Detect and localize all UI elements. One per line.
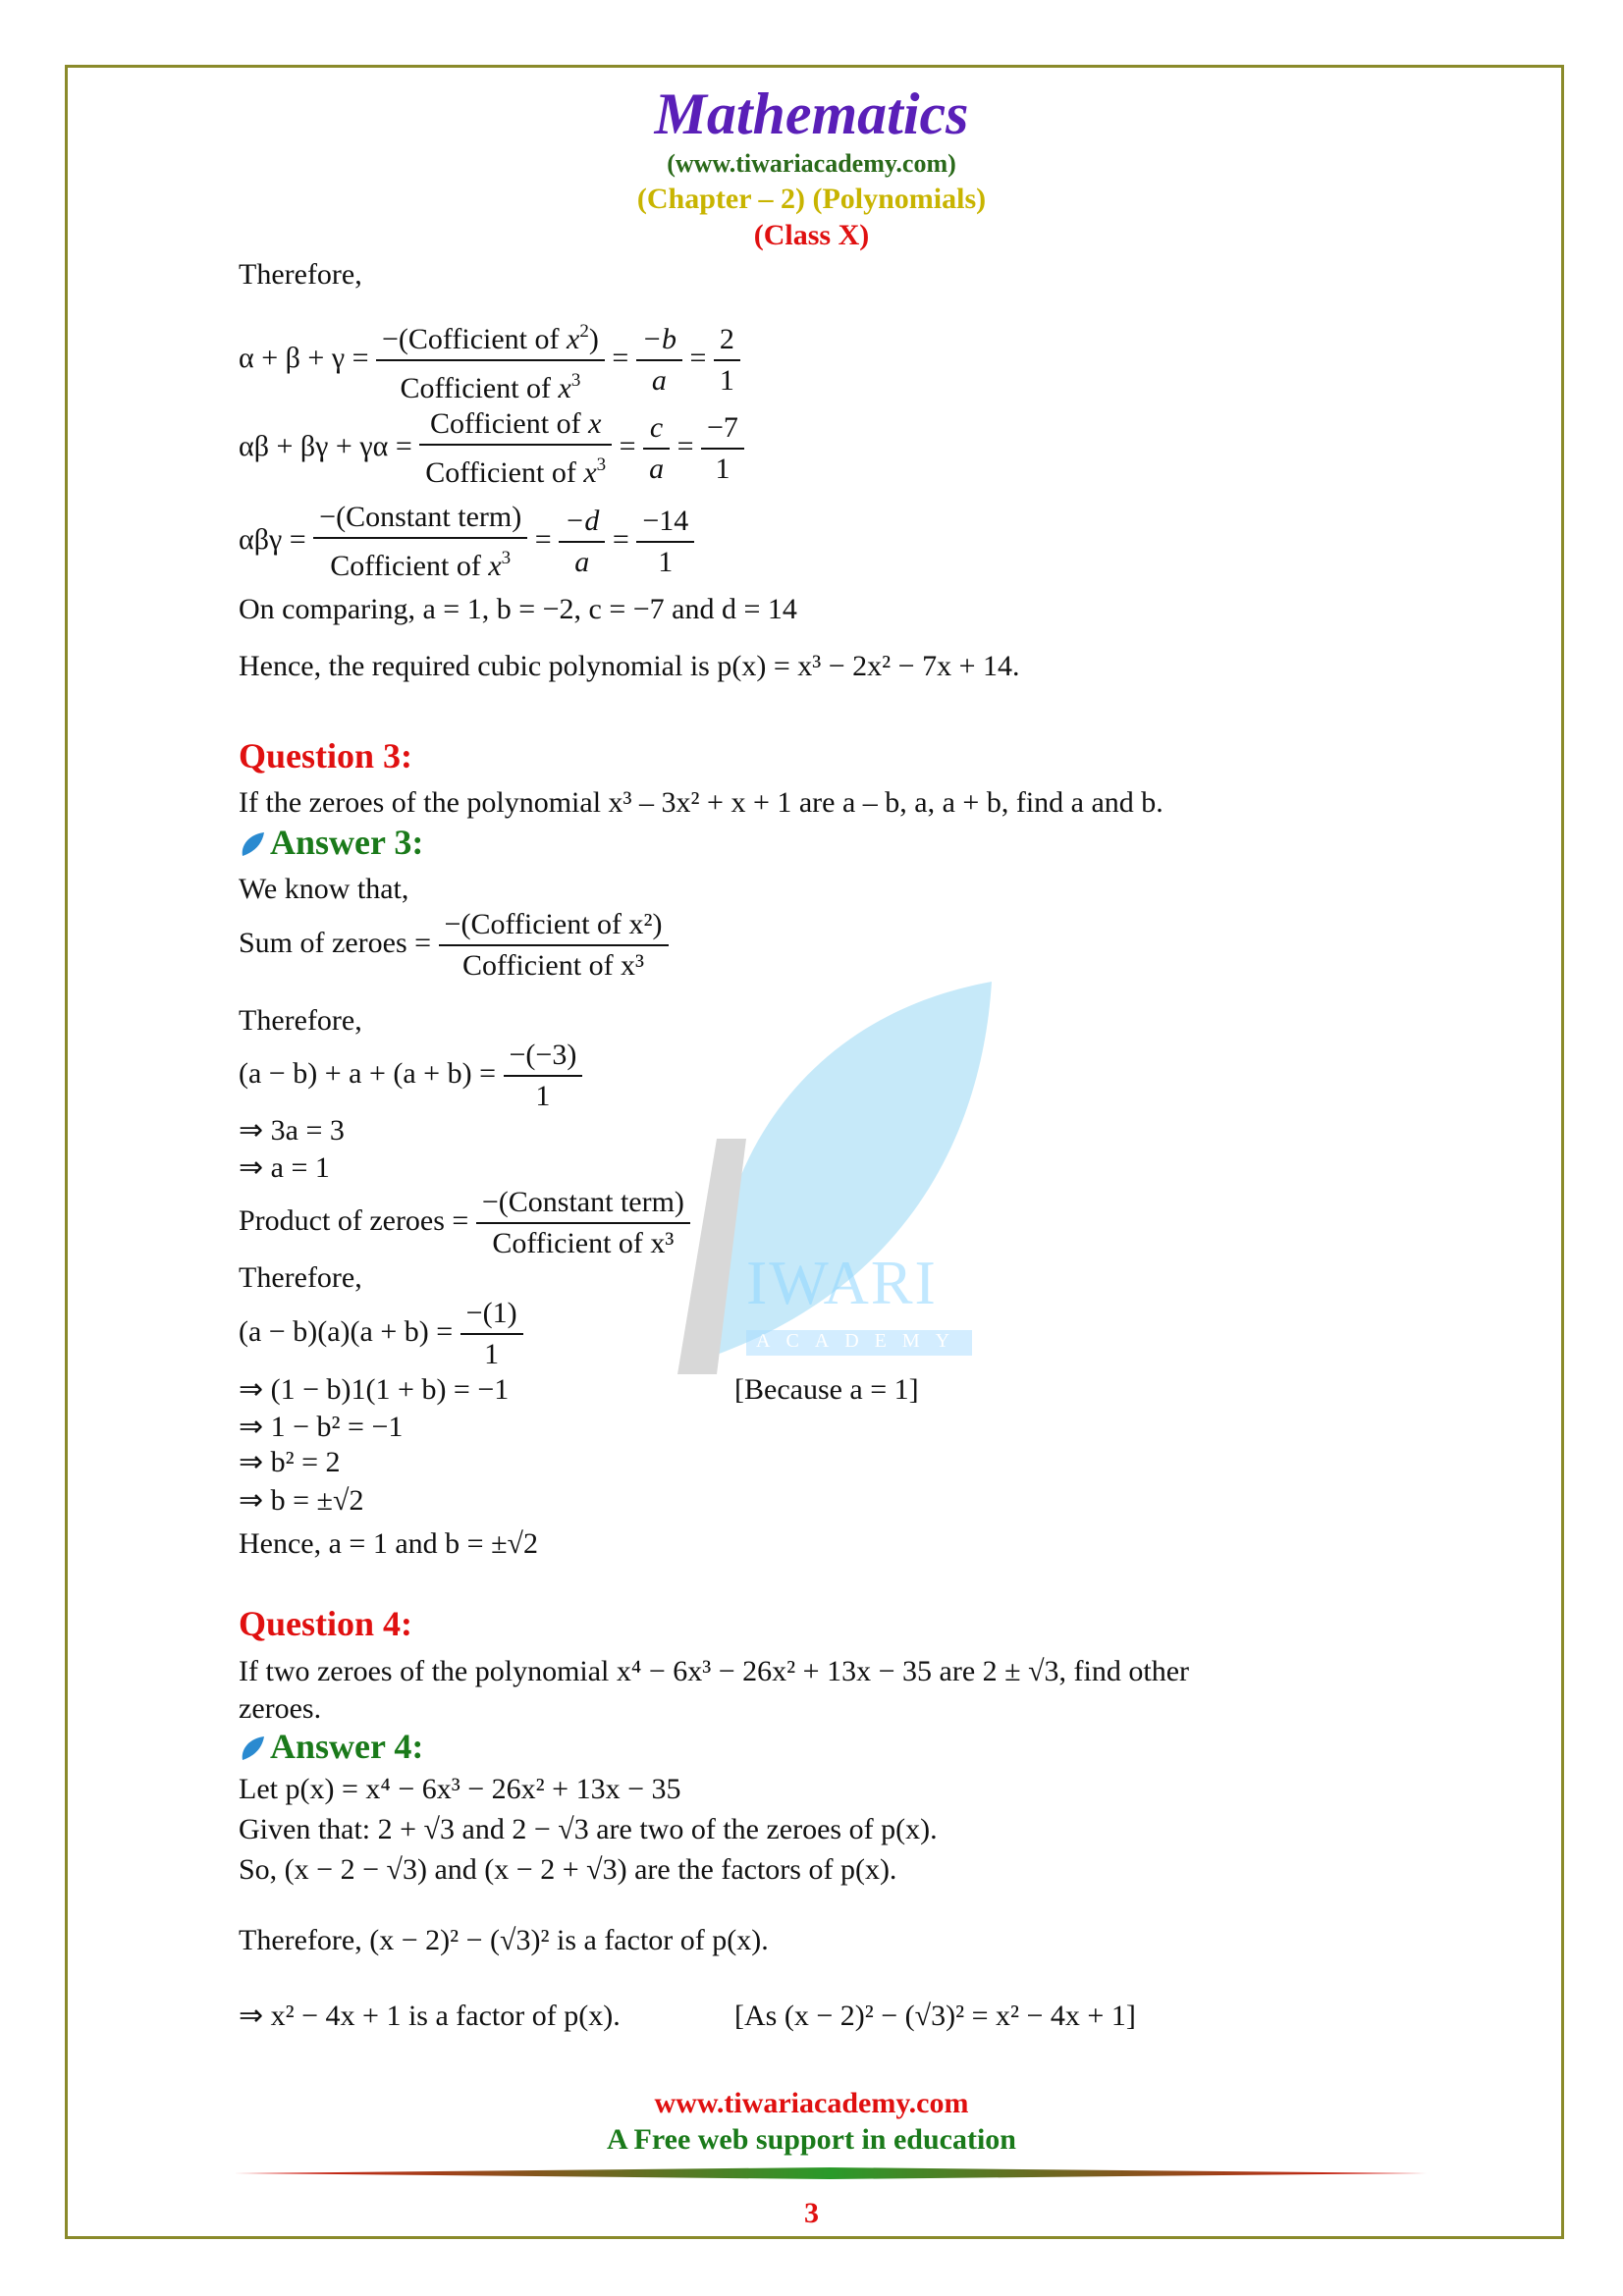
product-equation: αβγ = $\frac{\text{−(Constant term)}}{Cofficient of x^3}$ = $\frac{-d}{a}$ = $\frac{-14}{1}$ [239, 498, 694, 586]
question-4-text: If two zeroes of the polynomial x⁴ − 6x³ − 26x² + 13x − 35 are 2 ± √3, find other [239, 1655, 1190, 1687]
hence-text: Hence, a = 1 and b = ±√2 [239, 1527, 539, 1560]
hence-text: Hence, the required cubic polynomial is p(x) = x³ − 2x² − 7x + 14. [239, 650, 1020, 682]
therefore-text: Therefore, [239, 258, 362, 291]
step-text: ⇒ b = ±√2 [239, 1484, 364, 1517]
let-text: Let p(x) = x⁴ − 6x³ − 26x² + 13x − 35 [239, 1773, 681, 1805]
given-text: Given that: 2 + √3 and 2 − √3 are two of the zeroes of p(x). [239, 1813, 938, 1845]
sum-substitution: (a − b) + a + (a + b) = $\frac{-(-3)}{1}$ [239, 1036, 582, 1116]
pair-product-equation: αβ + βγ + γα = $\frac{\text{Cofficient of x}}{Cofficient of x^3}$ = $\frac{c}{a}$ = $\frac{-7}{1}$ [239, 404, 744, 493]
so-text: So, (x − 2 − √3) and (x − 2 + √3) are the factors of p(x). [239, 1853, 897, 1886]
question-4-text: zeroes. [239, 1692, 322, 1725]
page-title: Mathematics [654, 81, 969, 146]
therefore-text: Therefore, [239, 1004, 362, 1037]
we-know-text: We know that, [239, 873, 409, 905]
step-text: ⇒ b² = 2 [239, 1446, 341, 1478]
product-substitution: (a − b)(a)(a + b) = $\frac{-(1)}{1}$ [239, 1294, 523, 1374]
question-4-heading: Question 4: [239, 1604, 413, 1643]
page-number: 3 [804, 2197, 819, 2229]
answer-4-heading: Answer 4: [239, 1729, 423, 1764]
as-note: [As (x − 2)² − (√3)² = x² − 4x + 1] [734, 2000, 1136, 2032]
footer-url[interactable]: www.tiwariacademy.com [654, 2087, 969, 2119]
chapter-label: (Chapter – 2) (Polynomials) [636, 183, 987, 215]
question-3-text: If the zeroes of the polynomial x³ – 3x² + x + 1 are a – b, a, a + b, find a and b. [239, 786, 1163, 819]
implies-text: ⇒ x² − 4x + 1 is a factor of p(x). [239, 2000, 621, 2032]
question-3-heading: Question 3: [239, 736, 413, 775]
tiwari-logo-icon [239, 830, 266, 858]
sum-of-zeroes-formula: Sum of zeroes = $\frac{\text{−(Cofficient of x²)}}{\text{Cofficient of x³}}$ [239, 905, 669, 986]
step-text: ⇒ 3a = 3 [239, 1114, 345, 1147]
step-text: ⇒ a = 1 [239, 1151, 330, 1184]
watermark-subtext: ACADEMY [746, 1330, 972, 1356]
footer-tagline: A Free web support in education [607, 2123, 1016, 2156]
tiwari-logo-icon [239, 1735, 266, 1762]
step-text: ⇒ 1 − b² = −1 [239, 1411, 404, 1443]
step-text: ⇒ (1 − b)1(1 + b) = −1 [239, 1373, 510, 1406]
watermark-text: IWARI [746, 1248, 938, 1317]
answer-3-heading: Answer 3: [239, 825, 423, 860]
because-note: [Because a = 1] [734, 1373, 919, 1406]
sum-of-zeroes-equation: α + β + γ = $\frac{-(Cofficient of x^2)}{Cofficient of x^3}$ = $\frac{-b}{a}$ = $\frac{2}{1}$ [239, 312, 740, 408]
footer-divider [234, 2165, 1427, 2181]
comparing-text: On comparing, a = 1, b = −2, c = −7 and d = 14 [239, 593, 797, 625]
class-label: (Class X) [753, 219, 870, 251]
product-of-zeroes-formula: Product of zeroes = $\frac{\text{−(Constant term)}}{\text{Cofficient of x³}}$ [239, 1183, 690, 1263]
therefore-text: Therefore, [239, 1261, 362, 1294]
therefore-text: Therefore, (x − 2)² − (√3)² is a factor of p(x). [239, 1924, 769, 1956]
header-url: (www.tiwariacademy.com) [667, 149, 956, 178]
